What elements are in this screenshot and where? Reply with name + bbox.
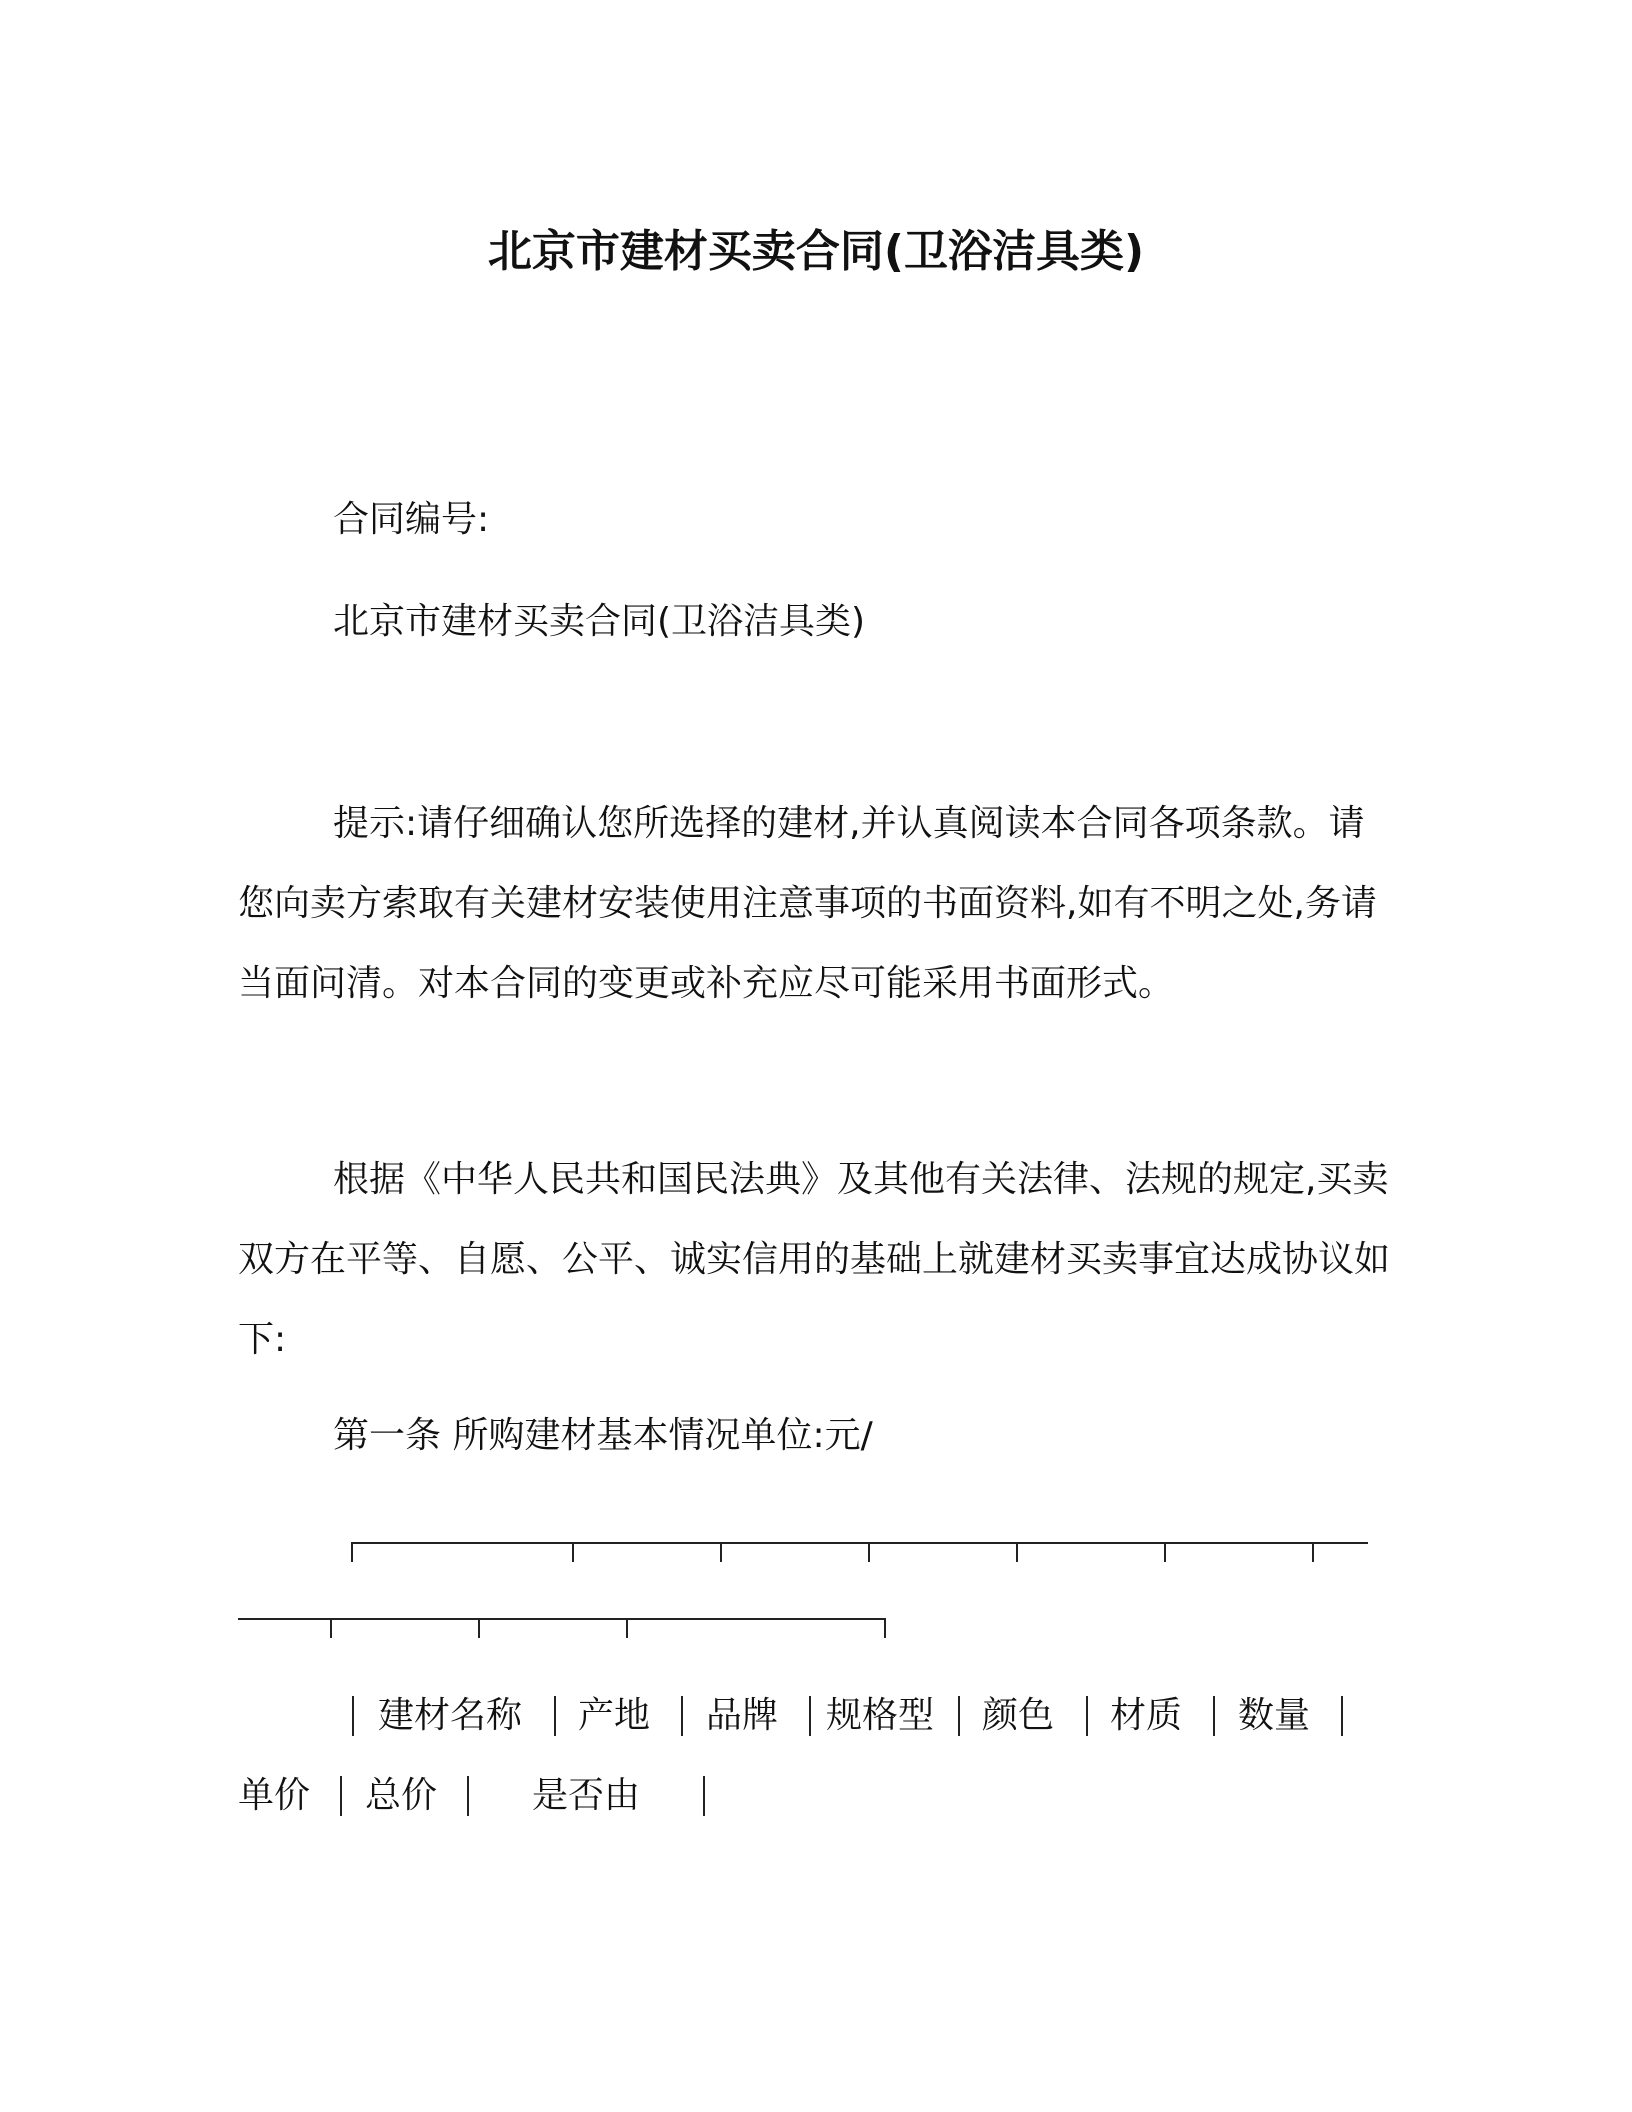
table-header-quantity: 数量 <box>1238 1695 1311 1736</box>
article-1-heading: 第一条 所购建材基本情况单位:元/ <box>333 1415 873 1456</box>
table-header-material: 材质 <box>1110 1695 1183 1736</box>
table-tick <box>572 1542 574 1562</box>
table-cell-divider <box>703 1776 705 1816</box>
table-cell-divider <box>554 1696 556 1736</box>
table-tick <box>1164 1542 1166 1562</box>
contract-subtitle: 北京市建材买卖合同(卫浴洁具类) <box>333 601 866 642</box>
table-cell-divider <box>958 1696 960 1736</box>
table-top-rule-2 <box>238 1618 884 1620</box>
table-header-unit-price: 单价 <box>238 1775 311 1816</box>
table-tick <box>626 1618 628 1638</box>
table-tick <box>884 1618 886 1638</box>
table-header-total-price: 总价 <box>365 1775 438 1816</box>
table-cell-divider <box>467 1776 469 1816</box>
table-tick <box>1312 1542 1314 1562</box>
document-title: 北京市建材买卖合同(卫浴洁具类) <box>487 226 1145 277</box>
table-cell-divider <box>1213 1696 1215 1736</box>
table-cell-divider <box>352 1696 354 1736</box>
table-tick <box>330 1618 332 1638</box>
table-header-name: 建材名称 <box>378 1695 523 1736</box>
table-cell-divider <box>340 1776 342 1816</box>
table-tick <box>720 1542 722 1562</box>
table-cell-divider <box>681 1696 683 1736</box>
table-header-color: 颜色 <box>982 1695 1055 1736</box>
preamble-paragraph: 根据《中华人民共和国民法典》及其他有关法律、法规的规定,买卖双方在平等、自愿、公平、诚实信用的基础上就建材买卖事宜达成协议如下: <box>238 1159 1391 1360</box>
table-tick <box>478 1618 480 1638</box>
table-header-origin: 产地 <box>578 1695 651 1736</box>
table-cell-divider <box>1341 1696 1343 1736</box>
table-header-brand: 品牌 <box>706 1695 779 1736</box>
table-cell-divider <box>1086 1696 1088 1736</box>
table-header-whether: 是否由 <box>532 1775 641 1816</box>
table-cell-divider <box>809 1696 811 1736</box>
table-top-rule <box>351 1542 1368 1544</box>
table-tick <box>351 1542 353 1562</box>
table-tick <box>868 1542 870 1562</box>
table-header-spec: 规格型 <box>826 1695 935 1736</box>
notice-paragraph: 提示:请仔细确认您所选择的建材,并认真阅读本合同各项条款。请您向卖方索取有关建材安装使用注意事项的书面资料,如有不明之处,务请当面问清。对本合同的变更或补充应尽可能采用书面形式。 <box>238 803 1377 1004</box>
contract-number-label: 合同编号: <box>333 499 490 540</box>
table-tick <box>1016 1542 1018 1562</box>
